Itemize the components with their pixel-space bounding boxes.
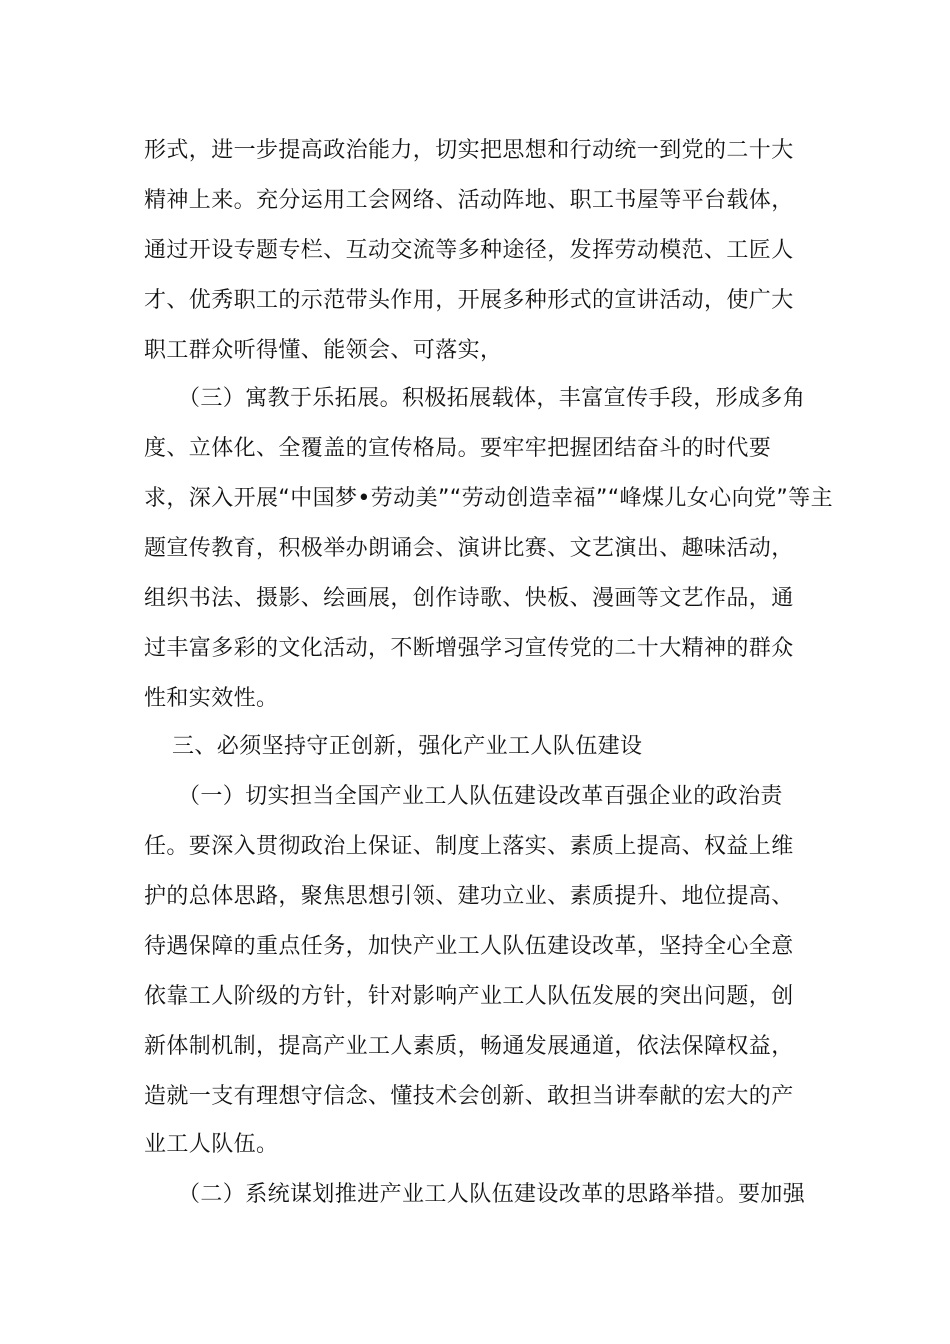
text-line: 形式，进一步提高政治能力，切实把思想和行动统一到党的二十大: [144, 138, 794, 163]
text-line: 度、立体化、全覆盖的宣传格局。要牢牢把握团结奋斗的时代要: [144, 436, 772, 461]
text-line: 业工人队伍。: [144, 1132, 279, 1157]
text-line: 依靠工人阶级的方针，针对影响产业工人队伍发展的突出问题，创: [144, 984, 794, 1009]
text-line: 新体制机制，提高产业工人素质，畅通发展通道，依法保障权益，: [144, 1034, 794, 1059]
text-line: 才、优秀职工的示范带头作用，开展多种形式的宣讲活动，使广大: [144, 288, 794, 313]
text-line: 题宣传教育，积极举办朗诵会、演讲比赛、文艺演出、趣味活动，: [144, 536, 794, 561]
text-line: 任。要深入贯彻政治上保证、制度上落实、素质上提高、权益上维: [144, 834, 794, 859]
paragraph-first-line: （二）系统谋划推进产业工人队伍建设改革的思路举措。要加强: [178, 1182, 806, 1207]
text-line: 通过开设专题专栏、互动交流等多种途径，发挥劳动模范、工匠人: [144, 238, 794, 263]
text-line: 求，深入开展“中国梦•劳动美”“劳动创造幸福”“峰煤儿女心向党”等主: [144, 486, 833, 511]
section-heading: 三、必须坚持守正创新，强化产业工人队伍建设: [172, 734, 643, 759]
text-line: 造就一支有理想守信念、懂技术会创新、敢担当讲奉献的宏大的产: [144, 1084, 794, 1109]
text-line: 职工群众听得懂、能领会、可落实，: [144, 338, 503, 363]
text-line: 护的总体思路，聚焦思想引领、建功立业、素质提升、地位提高、: [144, 884, 794, 909]
text-line: 性和实效性。: [144, 686, 279, 711]
text-line: 精神上来。充分运用工会网络、活动阵地、职工书屋等平台载体，: [144, 188, 794, 213]
text-line: 组织书法、摄影、绘画展，创作诗歌、快板、漫画等文艺作品，通: [144, 586, 794, 611]
paragraph-first-line: （三）寓教于乐拓展。积极拓展载体，丰富宣传手段，形成多角: [178, 386, 806, 411]
text-line: 过丰富多彩的文化活动，不断增强学习宣传党的二十大精神的群众: [144, 636, 794, 661]
text-line: 待遇保障的重点任务，加快产业工人队伍建设改革，坚持全心全意: [144, 934, 794, 959]
paragraph-first-line: （一）切实担当全国产业工人队伍建设改革百强企业的政治责: [178, 784, 783, 809]
